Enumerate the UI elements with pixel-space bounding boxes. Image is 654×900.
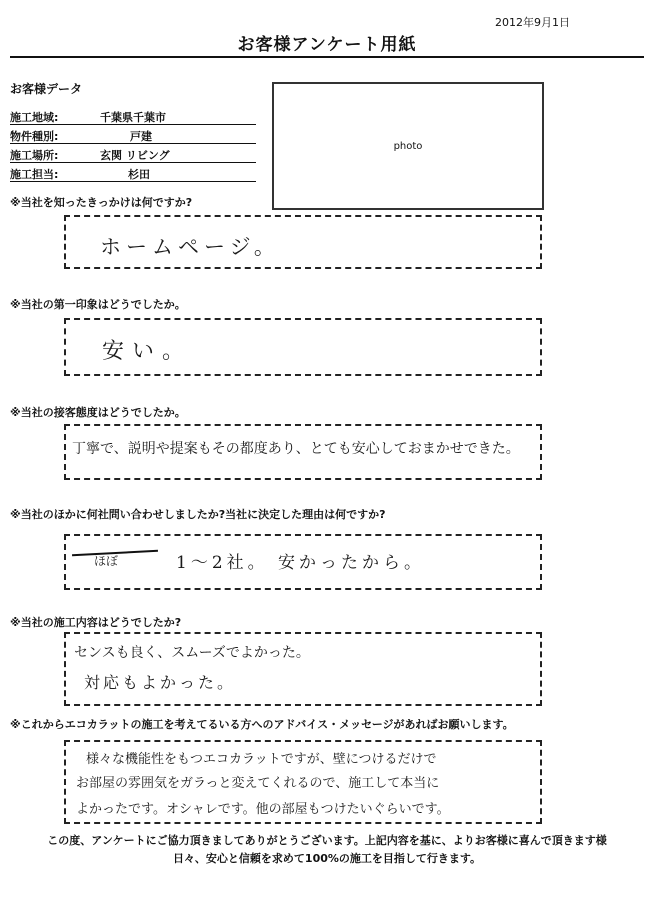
- info-value: 戸建: [130, 130, 152, 143]
- answer-text: よかったです。オシャレです。他の部屋もつけたいぐらいです。: [76, 802, 450, 817]
- question-3: ※当社の接客態度はどうでしたか。: [10, 406, 186, 419]
- struck-text: ほぼ: [94, 554, 119, 568]
- footer-line: 日々、安心と信頼を求めて100%の施工を目指して行きます。: [172, 852, 482, 865]
- title-divider: [10, 56, 644, 58]
- answer-box-6: [64, 740, 542, 824]
- question-5: ※当社の施工内容はどうでしたか?: [10, 616, 182, 629]
- photo-label: photo: [393, 140, 423, 152]
- answer-text: 対応もよかった。: [84, 673, 237, 692]
- info-row-region: [10, 106, 256, 125]
- answer-text: お部屋の雰囲気をガラっと変えてくれるので、施工して本当に: [76, 776, 440, 791]
- answer-text: センスも良く、スムーズでよかった。: [74, 645, 310, 661]
- customer-data-heading: お客様データ: [10, 82, 83, 96]
- question-6: ※これからエコカラットの施工を考えてるいる方へのアドバイス・メッセージがあればお願いします。: [10, 718, 514, 731]
- info-row-property-type: [10, 125, 256, 144]
- answer-box-3: [64, 424, 542, 480]
- answer-text: ホームページ。: [100, 235, 280, 259]
- answer-text: 様々な機能性をもつエコカラットですが、壁につけるだけで: [86, 752, 437, 767]
- footer-message: [0, 832, 654, 868]
- question-2: ※当社の第一印象はどうでしたか。: [10, 298, 186, 311]
- info-label: 施工地域:: [10, 111, 59, 124]
- answer-box-1: [64, 215, 542, 269]
- answer-text: 1〜2社。 安かったから。: [176, 553, 426, 573]
- answer-text: 丁寧で、説明や提案もその都度あり、とても安心しておまかせできた。: [72, 441, 520, 457]
- info-row-staff: [10, 163, 256, 182]
- question-4: ※当社のほかに何社問い合わせしましたか?当社に決定した理由は何ですか?: [10, 508, 386, 521]
- photo-placeholder: [272, 82, 544, 210]
- info-label: 物件種別:: [10, 130, 59, 143]
- page-title: お客様アンケート用紙: [237, 35, 417, 55]
- answer-text: 安い。: [102, 339, 193, 364]
- question-1: ※当社を知ったきっかけは何ですか?: [10, 196, 193, 209]
- answer-box-2: [64, 318, 542, 376]
- answer-box-5: [64, 632, 542, 706]
- footer-line: この度、アンケートにご協力頂きましてありがとうございます。上記内容を基に、よりお客様に喜んで頂きます様: [47, 834, 607, 847]
- info-value: 千葉県千葉市: [100, 111, 166, 124]
- info-value: 杉田: [128, 168, 150, 181]
- info-row-location: [10, 144, 256, 163]
- info-label: 施工場所:: [10, 149, 59, 162]
- info-label: 施工担当:: [10, 168, 59, 181]
- answer-box-4: [64, 534, 542, 590]
- info-value: 玄関 リビング: [100, 149, 170, 162]
- survey-date: 2012年9月1日: [495, 16, 570, 29]
